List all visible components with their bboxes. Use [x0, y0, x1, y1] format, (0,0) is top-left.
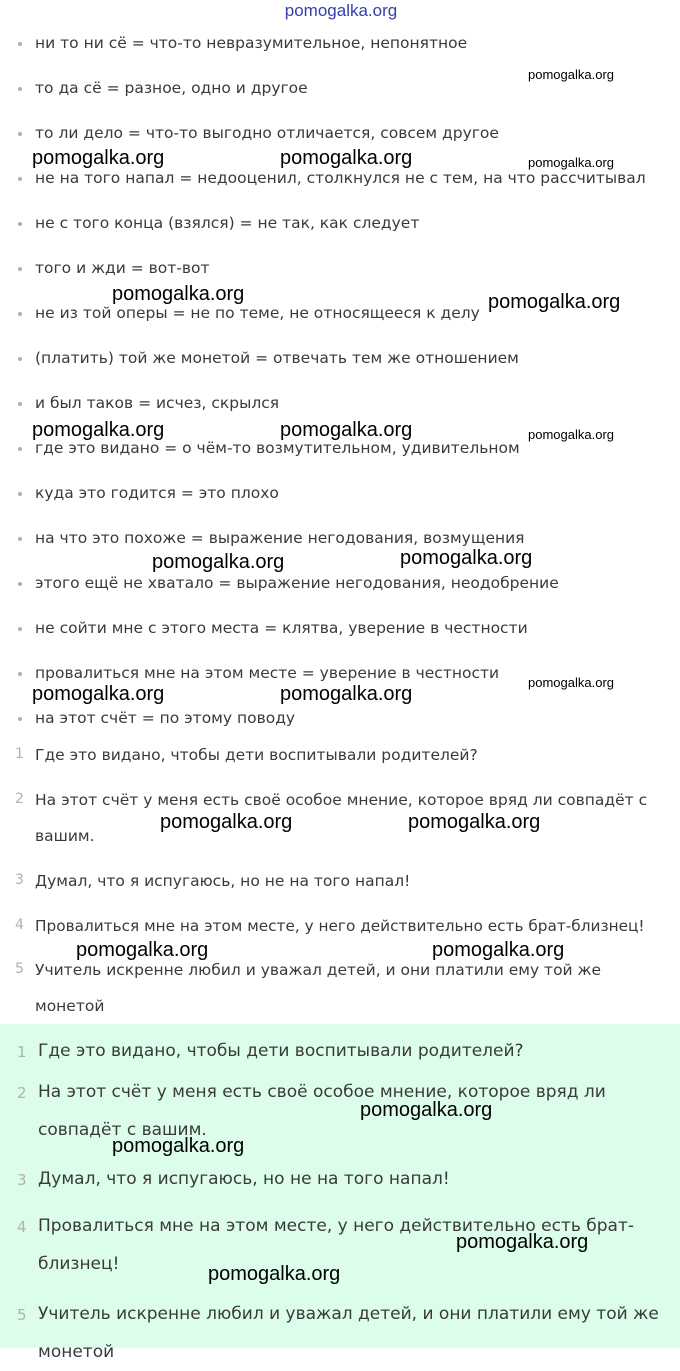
bullet-icon: [18, 582, 22, 586]
list-item: на что это похоже = выражение негодования, возмущения: [0, 516, 680, 561]
bullet-icon: [18, 87, 22, 91]
watermark: pomogalka.org: [488, 291, 621, 313]
watermark: pomogalka.org: [528, 67, 614, 82]
bullet-icon: [18, 222, 22, 226]
list-item: не на того напал = недооценил, столкнулся не с тем, на что рассчитывал: [0, 156, 680, 201]
bullet-icon: [18, 717, 22, 721]
list-item: (платить) той же монетой = отвечать тем же отношением: [0, 336, 680, 381]
watermark: pomogalka.org: [408, 811, 541, 833]
watermark: pomogalka.org: [280, 683, 413, 705]
watermark: pomogalka.org: [400, 547, 533, 569]
site-link[interactable]: pomogalka.org: [284, 1, 398, 20]
list-item: не с того конца (взялся) = не так, как следует: [0, 201, 680, 246]
watermark: pomogalka.org: [528, 675, 614, 690]
watermark: pomogalka.org: [456, 1231, 589, 1253]
watermark: pomogalka.org: [32, 147, 165, 169]
list-item: где это видано = о чём-то возмутительном, удивительном: [0, 426, 680, 471]
bullet-icon: [18, 267, 22, 271]
bullet-icon: [18, 132, 22, 136]
watermark: pomogalka.org: [32, 419, 165, 441]
bullet-icon: [18, 357, 22, 361]
list-item: то да сё = разное, одно и другое: [0, 66, 680, 111]
watermark: pomogalka.org: [280, 419, 413, 441]
bullet-icon: [18, 672, 22, 676]
bullet-icon: [18, 627, 22, 631]
list-item: того и жди = вот-вот: [0, 246, 680, 291]
list-item: не сойти мне с этого места = клятва, уверение в честности: [0, 606, 680, 651]
list-item: не из той оперы = не по теме, не относящееся к делу: [0, 291, 680, 336]
watermark: pomogalka.org: [432, 939, 565, 961]
bullet-icon: [18, 177, 22, 181]
bullet-icon: [18, 447, 22, 451]
list-item: этого ещё не хватало = выражение негодования, неодобрение: [0, 561, 680, 606]
watermark: pomogalka.org: [528, 427, 614, 442]
bullet-icon: [18, 312, 22, 316]
watermark: pomogalka.org: [160, 811, 293, 833]
watermark: pomogalka.org: [112, 283, 245, 305]
watermark: pomogalka.org: [280, 147, 413, 169]
watermark: pomogalka.org: [76, 939, 209, 961]
list-item: ни то ни сё = что-то невразумительное, непонятное: [0, 21, 680, 66]
list-item: провалиться мне на этом месте = уверение в честности: [0, 651, 680, 696]
watermark: pomogalka.org: [32, 683, 165, 705]
list-item: на этот счёт = по этому поводу: [0, 696, 680, 741]
bullet-icon: [18, 402, 22, 406]
watermark: pomogalka.org: [360, 1099, 493, 1121]
list-item: куда это годится = это плохо: [0, 471, 680, 516]
watermark: pomogalka.org: [208, 1263, 341, 1285]
watermark: pomogalka.org: [152, 551, 285, 573]
watermark: pomogalka.org: [112, 1135, 245, 1157]
bullet-icon: [18, 42, 22, 46]
list-item: и был таков = исчез, скрылся: [0, 381, 680, 426]
list-item: то ли дело = что-то выгодно отличается, совсем другое: [0, 111, 680, 156]
watermark: pomogalka.org: [528, 155, 614, 170]
bullet-icon: [18, 492, 22, 496]
answer-box: 1 Где это видано, чтобы дети воспитывали родителей? 2 На этот счёт у меня есть своё особое мнение, которое вряд ли совпадёт с вашим. 3 Думал, что я испугаюсь, но не на того напал! 4 Провалиться мне на этом месте, у него действительно есть брат-близнец! 5 Учитель искренне любил и уважал детей, и они платили ему той же монетой: [0, 1024, 680, 1348]
bullet-icon: [18, 537, 22, 541]
